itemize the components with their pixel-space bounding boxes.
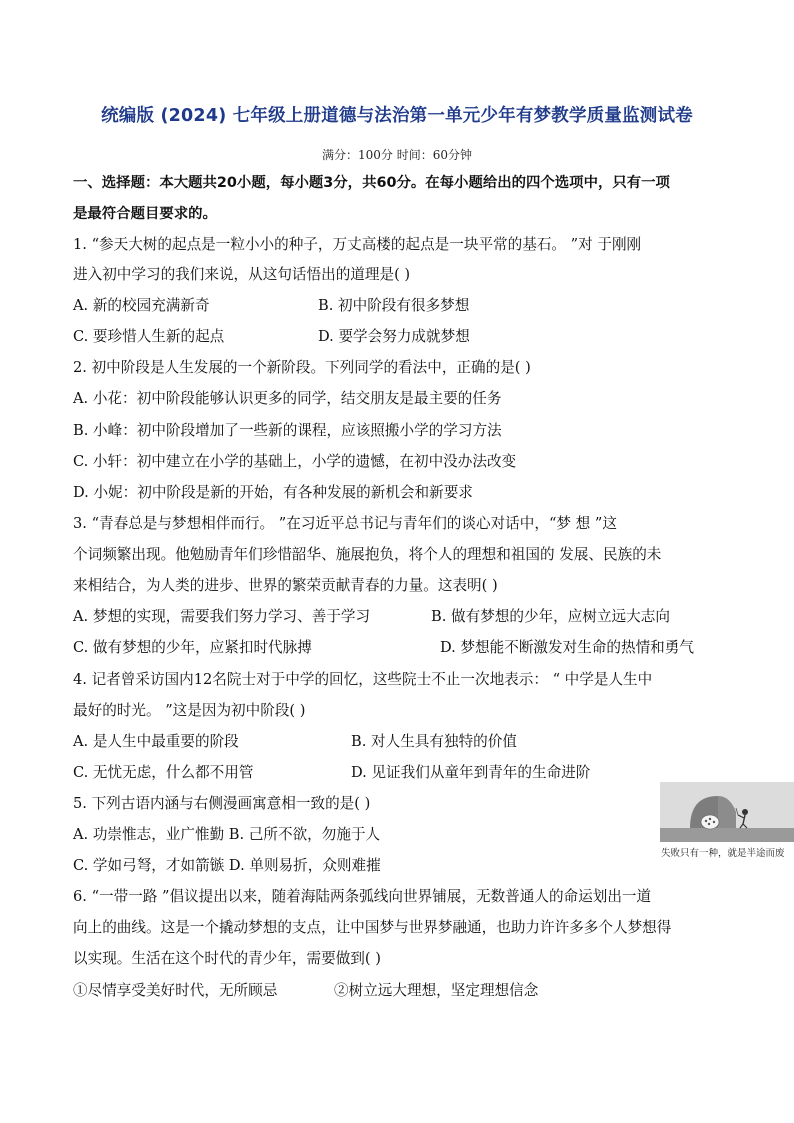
- section-instruction-line: 一、选择题：本大题共20小题，每小题3分，共60分。在每小题给出的四个选项中，只有一项: [73, 175, 670, 191]
- section-instruction-line: 是最符合题目要求的。: [73, 206, 217, 222]
- question-6-text: 6. “一带一路 ”倡议提出以来，随着海陆两条弧线向世界铺展，无数普通人的命运划出一道: [73, 888, 652, 905]
- cartoon-caption: 失败只有一种，就是半途而废: [661, 848, 785, 859]
- question-1-option-d: D. 要学会努力成就梦想: [318, 328, 470, 345]
- question-6-text: 向上的曲线。这是一个撬动梦想的支点，让中国梦与世界梦融通，也助力许许多多个人梦想得: [73, 919, 672, 936]
- question-4-text: 4. 记者曾采访国内12名院士对于中学的回忆，这些院士不止一次地表示： “ 中学是人生中: [73, 671, 653, 688]
- question-3-text: 3. “青春总是与梦想相伴而行。 ”在习近平总书记与青年们的谈心对话中，“梦 想 ”这: [73, 515, 617, 532]
- question-5-options-ab: A. 功崇惟志，业广惟勤 B. 己所不欲，勿施于人: [73, 826, 381, 843]
- question-2-option-c: C. 小轩：初中建立在小学的基础上，小学的遗憾，在初中没办法改变: [73, 453, 517, 470]
- question-1-option-a: A. 新的校园充满新奇: [73, 297, 210, 314]
- question-4-option-b: B. 对人生具有独特的价值: [351, 733, 517, 750]
- question-6-option-2: ②树立远大理想，坚定理想信念: [334, 982, 539, 999]
- exam-title: 统编版 (2024) 七年级上册道德与法治第一单元少年有梦教学质量监测试卷: [101, 106, 693, 126]
- question-1-text: 进入初中学习的我们来说，从这句话悟出的道理是( ): [73, 266, 411, 283]
- question-2-option-a: A. 小花：初中阶段能够认识更多的同学，结交朋友是最主要的任务: [73, 390, 502, 407]
- exam-info: 满分：100分 时间：60分钟: [322, 148, 472, 162]
- question-3-option-a: A. 梦想的实现，需要我们努力学习、善于学习: [73, 608, 371, 625]
- question-3-text: 个词频繁出现。他勉励青年们珍惜韶华、施展抱负，将个人的理想和祖国的 发展、民族的未: [73, 546, 662, 563]
- question-1-text: 1. “参天大树的起点是一粒小小的种子，万丈高楼的起点是一块平常的基石。 ”对 于刚刚: [73, 236, 642, 253]
- question-4-option-c: C. 无忧无虑，什么都不用管: [73, 764, 254, 781]
- question-6-option-1: ①尽情享受美好时代，无所顾忌: [73, 982, 278, 999]
- question-2-text: 2. 初中阶段是人生发展的一个新阶段。下列同学的看法中，正确的是( ): [73, 359, 531, 376]
- question-5-options-cd: C. 学如弓弩，才如箭镞 D. 单则易折，众则难摧: [73, 857, 381, 874]
- question-5-text: 5. 下列古语内涵与右侧漫画寓意相一致的是( ): [73, 795, 371, 812]
- question-3-option-d: D. 梦想能不断激发对生命的热情和勇气: [440, 639, 694, 656]
- question-2-option-b: B. 小峰：初中阶段增加了一些新的课程，应该照搬小学的学习方法: [73, 422, 502, 439]
- question-2-option-d: D. 小妮：初中阶段是新的开始，有各种发展的新机会和新要求: [73, 484, 473, 501]
- question-4-option-d: D. 见证我们从童年到青年的生命进阶: [351, 764, 591, 781]
- question-3-option-c: C. 做有梦想的少年，应紧扣时代脉搏: [73, 639, 312, 656]
- question-4-text: 最好的时光。 ”这是因为初中阶段( ): [73, 702, 306, 719]
- question-3-option-b: B. 做有梦想的少年，应树立远大志向: [431, 608, 670, 625]
- question-1-option-c: C. 要珍惜人生新的起点: [73, 328, 225, 345]
- question-4-option-a: A. 是人生中最重要的阶段: [73, 733, 239, 750]
- question-3-text: 来相结合，为人类的进步、世界的繁荣贡献青春的力量。这表明( ): [73, 577, 498, 594]
- question-1-option-b: B. 初中阶段有很多梦想: [318, 297, 470, 314]
- question-6-text: 以实现。生活在这个时代的青少年，需要做到( ): [73, 950, 381, 967]
